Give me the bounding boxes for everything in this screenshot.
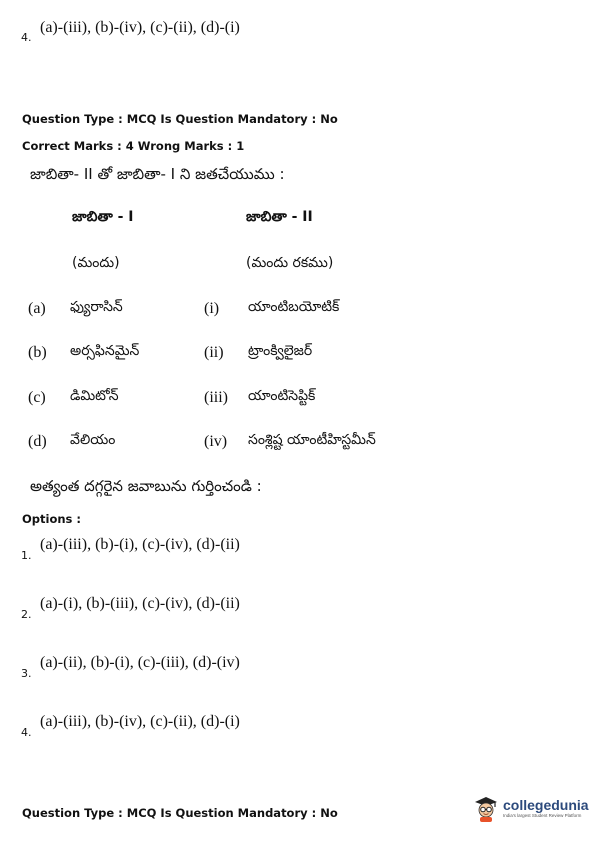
row-d-tag: (d): [28, 433, 47, 450]
row-i-tag: (i): [204, 300, 220, 317]
row-c-drug: డిమిటోన్: [70, 388, 119, 404]
question-prompt: జాబితా- II తో జాబితా- I ని జతచేయుము :: [30, 165, 285, 183]
row-b-tag: (b): [28, 344, 47, 361]
row-iii-type: యాంటిసెప్టిక్: [248, 388, 316, 404]
option-4-text: (a)-(iii), (b)-(iv), (c)-(ii), (d)-(i): [40, 713, 240, 730]
collegedunia-logo: [471, 793, 589, 823]
list1-header: జాబితా - I: [72, 209, 134, 225]
question-marks-line: Correct Marks : 4 Wrong Marks : 1: [22, 139, 245, 153]
option-number: 4.: [21, 31, 32, 44]
option-2-text: (a)-(i), (b)-(iii), (c)-(iv), (d)-(ii): [40, 595, 240, 612]
row-ii-tag: (ii): [204, 344, 224, 361]
logo-text: collegedunia: [503, 796, 589, 813]
row-i-type: యాంటిబయోటిక్: [248, 299, 340, 315]
option-text: (a)-(iii), (b)-(iv), (c)-(ii), (d)-(i): [40, 19, 240, 36]
row-iv-tag: (iv): [204, 433, 228, 450]
row-iii-tag: (iii): [204, 389, 228, 406]
question-type-line: Question Type : MCQ Is Question Mandatory : No: [22, 112, 338, 126]
row-b-drug: అర్సఫినమైన్: [70, 343, 140, 359]
row-d-drug: వేలియం: [70, 432, 116, 448]
row-iv-type: సంశ్లిష్ట యాంటీహిస్టమీన్: [248, 432, 376, 448]
list2-subheader: (మందు రకము): [246, 255, 334, 271]
student-mascot-icon: [471, 793, 501, 823]
option-3-number: 3.: [21, 667, 32, 680]
list2-header: జాబితా - II: [246, 209, 313, 225]
instruction-text: అత్యంత దగ్గరైన జవాబును గుర్తించండి :: [30, 477, 262, 495]
row-c-tag: (c): [28, 389, 46, 406]
option-4-number: 4.: [21, 726, 32, 739]
option-1-text: (a)-(iii), (b)-(i), (c)-(iv), (d)-(ii): [40, 536, 240, 553]
options-label: Options :: [22, 512, 81, 526]
row-ii-type: ట్రాంక్విలైజర్: [248, 343, 313, 359]
row-a-tag: (a): [28, 300, 46, 317]
list1-subheader: (మందు): [72, 255, 120, 271]
row-a-drug: ఫ్యురాసిన్: [70, 299, 123, 315]
option-2-number: 2.: [21, 608, 32, 621]
logo-tagline: India's largest Student Review Platform: [503, 812, 582, 818]
option-3-text: (a)-(ii), (b)-(i), (c)-(iii), (d)-(iv): [40, 654, 240, 671]
option-1-number: 1.: [21, 549, 32, 562]
next-question-type-line: Question Type : MCQ Is Question Mandatory : No: [22, 806, 338, 820]
